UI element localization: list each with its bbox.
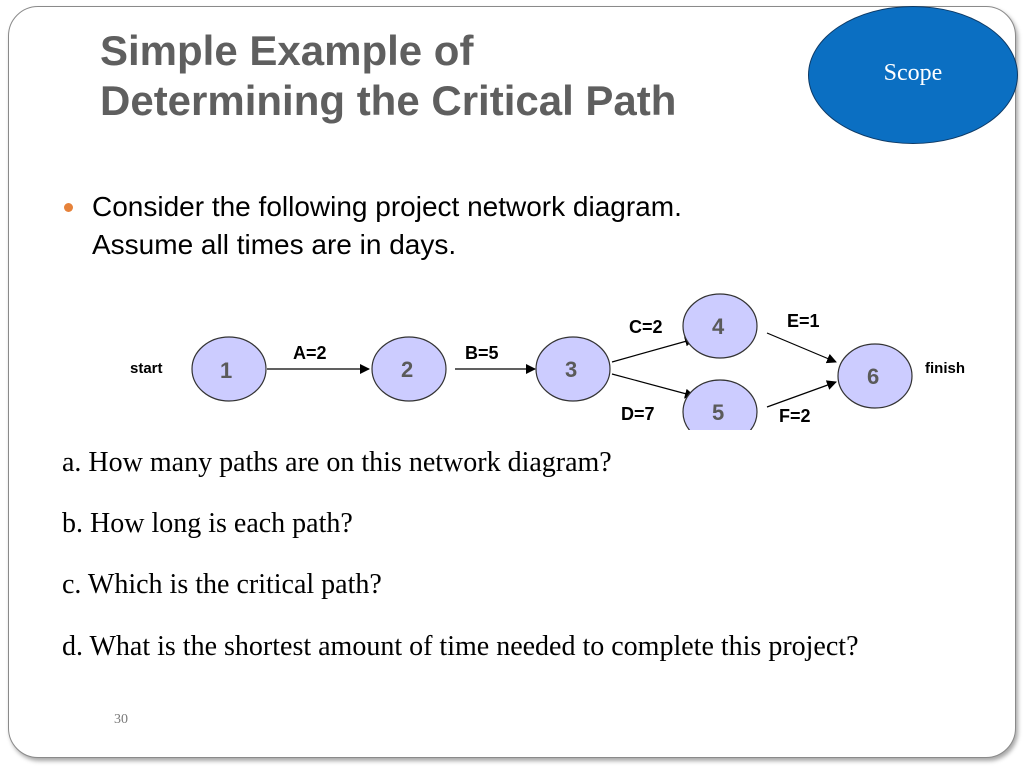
question-c: c. Which is the critical path?: [62, 569, 382, 600]
question-a: a. How many paths are on this network diagram?: [62, 447, 612, 478]
activity-a-label: A=2: [293, 343, 327, 363]
network-diagram: [0, 280, 1024, 430]
bullet-text: [92, 188, 832, 264]
activity-b-label: B=5: [465, 343, 499, 363]
title-line-2: Determining the Critical Path: [100, 77, 677, 124]
title-line-1: Simple Example of: [100, 27, 474, 74]
node-2-label: 2: [401, 357, 414, 382]
node-4-label: 4: [712, 314, 725, 339]
node-5-label: 5: [712, 400, 725, 425]
edge-d: [612, 374, 694, 396]
slide-title: [100, 26, 676, 126]
edge-f: [767, 382, 836, 407]
node-1-label: 1: [220, 358, 233, 383]
activity-e-label: E=1: [787, 311, 820, 331]
activity-f-label: F=2: [779, 406, 811, 426]
activity-d-label: D=7: [621, 404, 655, 424]
bullet-line-1: Consider the following project network diagram.: [92, 191, 682, 222]
scope-badge[interactable]: [808, 6, 1018, 144]
bullet-line-2: Assume all times are in days.: [92, 229, 457, 260]
question-b: b. How long is each path?: [62, 508, 353, 539]
bullet-dot-icon: [64, 203, 73, 212]
question-d: d. What is the shortest amount of time needed to complete this project?: [62, 631, 859, 662]
start-label: start: [130, 360, 163, 377]
scope-badge-label: Scope: [883, 60, 943, 86]
edge-c: [612, 339, 694, 362]
edge-e: [767, 333, 836, 362]
finish-label: finish: [925, 360, 965, 377]
node-6-label: 6: [867, 364, 880, 389]
activity-c-label: C=2: [629, 317, 663, 337]
page-number: 30: [114, 712, 128, 727]
node-3-label: 3: [565, 357, 578, 382]
